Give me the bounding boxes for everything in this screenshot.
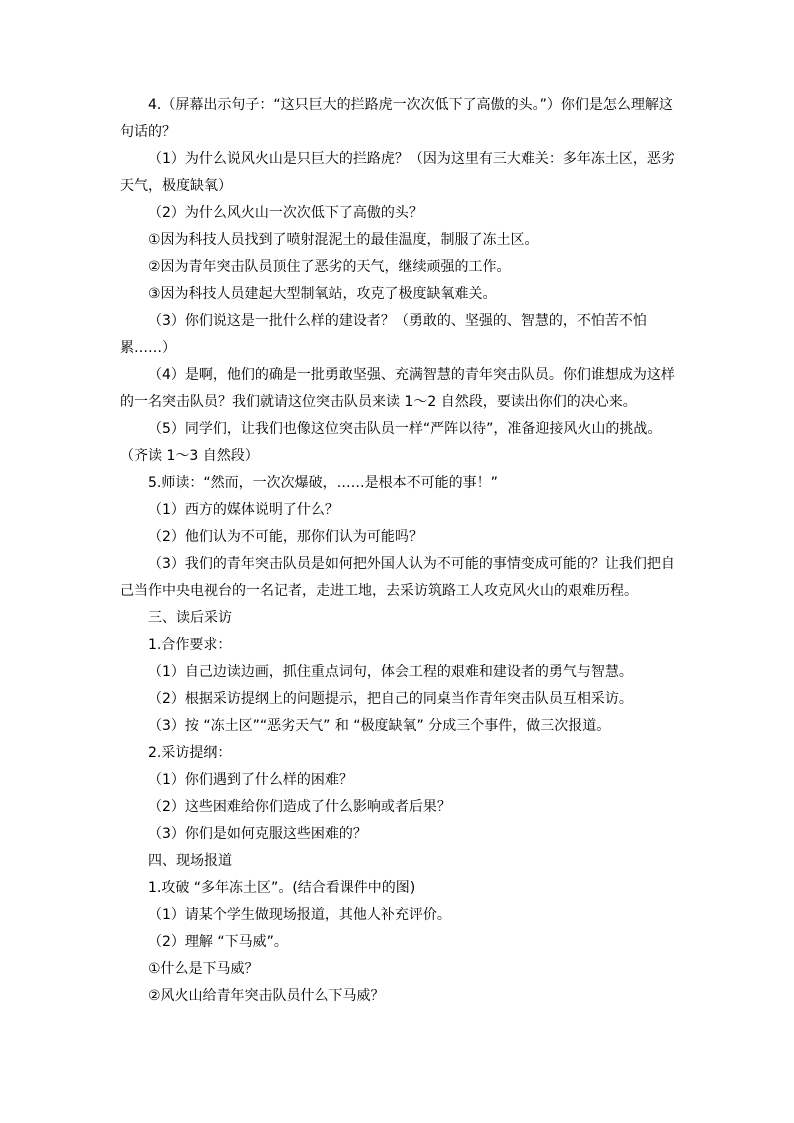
paragraph: （3）你们是如何克服这些困难的？ — [148, 826, 367, 842]
paragraph: 1.攻破 “多年冻土区”。(结合看课件中的图) — [148, 880, 416, 896]
paragraph: （1）西方的媒体说明了什么？ — [148, 502, 339, 518]
paragraph: 1.合作要求： — [148, 637, 232, 653]
paragraph: （2）这些困难给你们造成了什么影响或者后果？ — [148, 799, 451, 815]
paragraph: 5.师读：“然而，一次次爆破，……是根本不可能的事！” — [148, 475, 498, 491]
paragraph: （3）你们说这是一批什么样的建设者？（勇敢的、坚强的、智慧的，不怕苦不怕累……） — [120, 313, 647, 356]
paragraph: （3）按 “冻土区”“恶劣天气” 和 “极度缺氧” 分成三个事件，做三次报道。 — [148, 718, 611, 734]
paragraph: （2）为什么风火山一次次低下了高傲的头？ — [148, 205, 423, 221]
paragraph: （1）你们遇到了什么样的困难？ — [148, 772, 353, 788]
paragraph: 2.采访提纲： — [148, 745, 232, 761]
section-heading: 四、现场报道 — [148, 853, 232, 869]
paragraph: ①因为科技人员找到了喷射混泥土的最佳温度，制服了冻土区。 — [148, 232, 539, 248]
paragraph: （1）为什么说风火山是只巨大的拦路虎？（因为这里有三大难关：多年冻土区，恶劣天气，极度缺氧） — [120, 151, 675, 194]
paragraph: （3）我们的青年突击队员是如何把外国人认为不可能的事情变成可能的？让我们把自己当作中央电视台的一名记者，走进工地，去采访筑路工人攻克风火山的艰难历程。 — [120, 556, 675, 599]
paragraph: （1）请某个学生做现场报道，其他人补充评价。 — [148, 907, 451, 923]
paragraph: （5）同学们，让我们也像这位突击队员一样“严阵以待”，准备迎接风火山的挑战。（齐读 1～3 自然段） — [120, 421, 662, 464]
document-body — [120, 92, 680, 1010]
paragraph: 4.（屏幕出示句子：“这只巨大的拦路虎一次次低下了高傲的头。”）你们是怎么理解这句话的？ — [120, 97, 673, 140]
paragraph: ②因为青年突击队员顶住了恶劣的天气，继续顽强的工作。 — [148, 259, 511, 275]
paragraph: ②风火山给青年突击队员什么下马威？ — [148, 988, 385, 1004]
section-heading: 三、读后采访 — [148, 610, 232, 626]
paragraph: ③因为科技人员建起大型制氧站，攻克了极度缺氧难关。 — [148, 286, 497, 302]
paragraph: （2）根据采访提纲上的问题提示，把自己的同桌当作青年突击队员互相采访。 — [148, 691, 633, 707]
paragraph: （4）是啊，他们的确是一批勇敢坚强、充满智慧的青年突击队员。你们谁想成为这样的一名突击队员？我们就请这位突击队员来读 1～2 自然段，要读出你们的决心来。 — [120, 367, 675, 410]
paragraph: （2）理解 “下马威”。 — [148, 934, 288, 950]
paragraph: （1）自己边读边画，抓住重点词句，体会工程的艰难和建设者的勇气与智慧。 — [148, 664, 633, 680]
paragraph: ①什么是下马威？ — [148, 961, 259, 977]
paragraph: （2）他们认为不可能，那你们认为可能吗？ — [148, 529, 423, 545]
